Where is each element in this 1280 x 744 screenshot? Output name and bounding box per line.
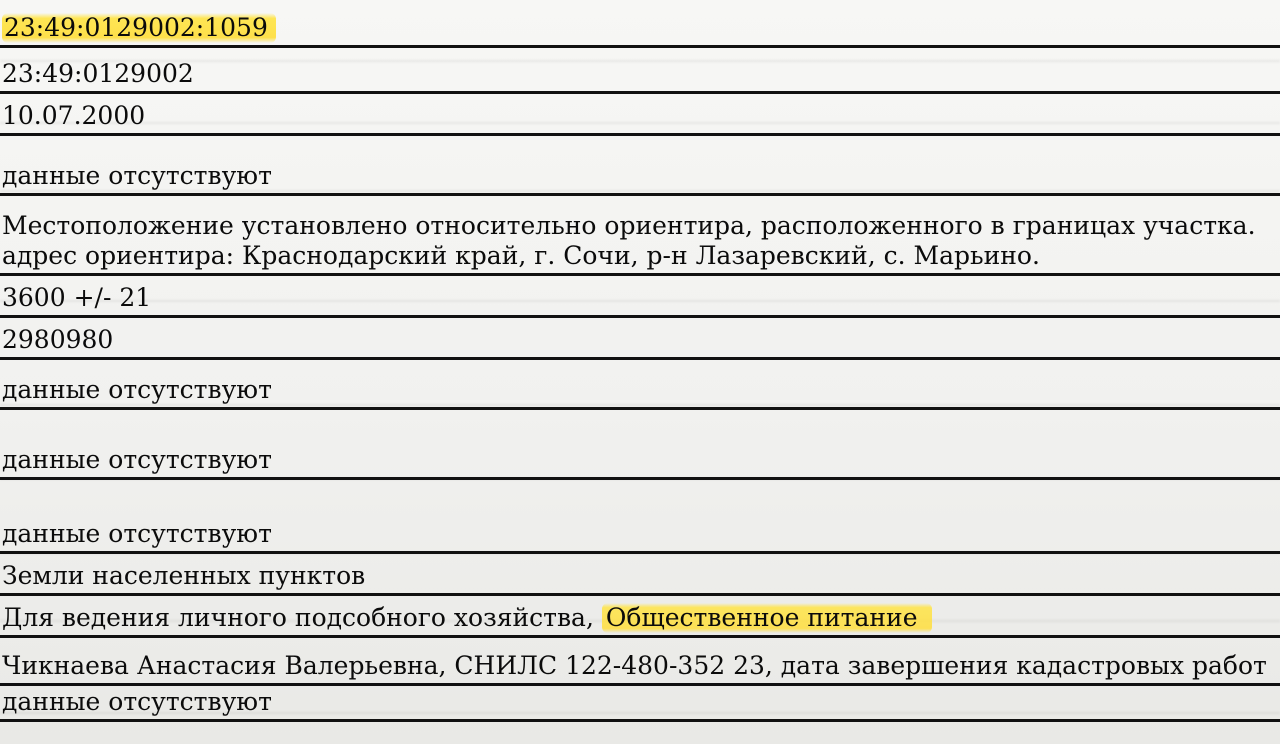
- no-data-value: данные отсутствуют: [2, 161, 272, 190]
- cadastral-engineer: Чикнаева Анастасия Валерьевна, СНИЛС 122-480-352 23, дата завершения кадастровых работ: [2, 651, 1267, 680]
- row-cadastral-number: [0, 4, 1280, 48]
- registration-date: 10.07.2000: [2, 101, 146, 130]
- row-location: [0, 196, 1280, 276]
- row-land-category: [0, 554, 1280, 596]
- no-data-value: данные отсутствуют: [2, 687, 272, 716]
- row-no-data: [0, 360, 1280, 410]
- row-cadastral-value: [0, 318, 1280, 360]
- cadastral-value: 2980980: [2, 325, 114, 354]
- location-line-1: Местоположение установлено относительно ориентира, расположенного в границах участка.: [2, 211, 1256, 240]
- row-area: [0, 276, 1280, 318]
- permitted-use-prefix: Для ведения личного подсобного хозяйства,: [2, 603, 594, 632]
- row-no-data: [0, 686, 1280, 722]
- row-no-data: [0, 480, 1280, 554]
- row-registration-date: [0, 94, 1280, 136]
- cadastral-quarter: 23:49:0129002: [2, 59, 194, 88]
- row-cadastral-quarter: [0, 48, 1280, 94]
- row-no-data: [0, 136, 1280, 196]
- row-permitted-use: [0, 596, 1280, 638]
- area-value: 3600 +/- 21: [2, 283, 152, 312]
- cadastral-number-highlighted: 23:49:0129002:1059: [2, 13, 276, 43]
- row-cadastral-engineer: [0, 638, 1280, 686]
- no-data-value: данные отсутствуют: [2, 375, 272, 404]
- land-category: Земли населенных пунктов: [2, 561, 366, 590]
- location-line-2: адрес ориентира: Краснодарский край, г. Сочи, р-н Лазаревский, с. Марьино.: [2, 241, 1040, 270]
- no-data-value: данные отсутствуют: [2, 445, 272, 474]
- no-data-value: данные отсутствуют: [2, 519, 272, 548]
- permitted-use-highlighted: Общественное питание: [602, 603, 932, 633]
- row-no-data: [0, 410, 1280, 480]
